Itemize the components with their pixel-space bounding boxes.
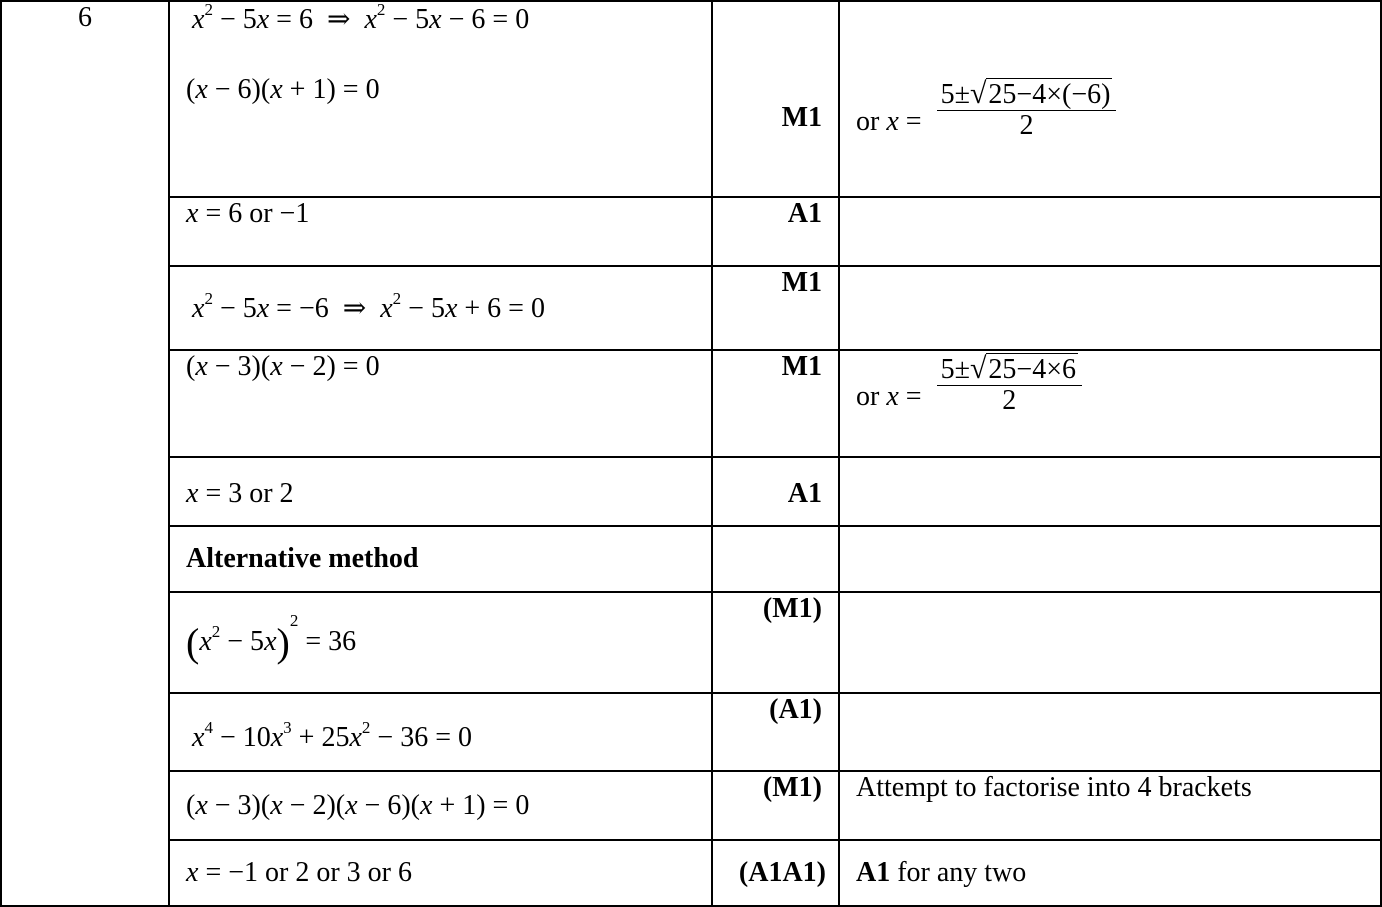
table-row: [1, 592, 1381, 693]
comment-cell: [839, 197, 1381, 266]
mark-cell: (M1): [712, 771, 839, 840]
comment-cell: [839, 457, 1381, 526]
comment-text: for any two: [890, 857, 1027, 888]
working-cell: $(x^2 - 5x)^2 = 36$: [169, 592, 712, 693]
comment-cell: [839, 266, 1381, 350]
mark-cell: A1: [712, 457, 839, 526]
working-cell: x = 3 or 2: [169, 457, 712, 526]
working-cell: [169, 1, 712, 197]
mark-cell: (M1): [712, 592, 839, 693]
table-row: [1, 197, 1381, 266]
comment-cell: [839, 1, 1381, 197]
mark-cell: (A1): [712, 693, 839, 771]
working-line: (x − 6)(x + 1) = 0: [186, 74, 380, 105]
mark-cell: M1: [712, 1, 839, 197]
comment-cell: Attempt to factorise into 4 brackets: [839, 771, 1381, 840]
mark-cell: (A1A1): [712, 840, 839, 906]
comment-cell: [839, 526, 1381, 592]
working-cell: (x − 3)(x − 2)(x − 6)(x + 1) = 0: [169, 771, 712, 840]
question-number: 6: [1, 1, 169, 906]
working-line: $x^2 - 5x = 6$ ⇒ $x^2 - 5x - 6 = 0$: [192, 0, 530, 35]
comment-cell: [839, 350, 1381, 457]
working-cell: $x^2 - 5x = -6$ ⇒ $x^2 - 5x + 6 = 0$: [169, 266, 712, 350]
comment-prefix: or x =: [856, 106, 922, 137]
section-heading: Alternative method: [169, 526, 712, 592]
comment-prefix: or x =: [856, 381, 922, 412]
comment-cell: [839, 592, 1381, 693]
mark-cell: A1: [712, 197, 839, 266]
table-row: [1, 266, 1381, 350]
working-cell: x = −1 or 2 or 3 or 6: [169, 840, 712, 906]
comment-cell: [839, 693, 1381, 771]
comment-bold: A1: [856, 857, 891, 888]
quadratic-formula: $\frac{5\pm√25-4\times 6}{2}$: [937, 354, 1082, 416]
table-row: [1, 771, 1381, 840]
table-row: [1, 693, 1381, 771]
table-row: [1, 350, 1381, 457]
mark-cell: M1: [712, 350, 839, 457]
working-cell: $x^4 - 10x^3 + 25x^2 - 36 = 0$: [169, 693, 712, 771]
table-row: [1, 457, 1381, 526]
working-cell: x = 6 or −1: [169, 197, 712, 266]
table-row: [1, 1, 1381, 197]
working-cell: (x − 3)(x − 2) = 0: [169, 350, 712, 457]
quadratic-formula: $\frac{5\pm√25-4\times(-6)}{2}$: [937, 79, 1117, 141]
mark-cell: M1: [712, 266, 839, 350]
table-row: [1, 526, 1381, 592]
table-row: [1, 840, 1381, 906]
mark-cell: [712, 526, 839, 592]
comment-cell: [839, 840, 1381, 906]
